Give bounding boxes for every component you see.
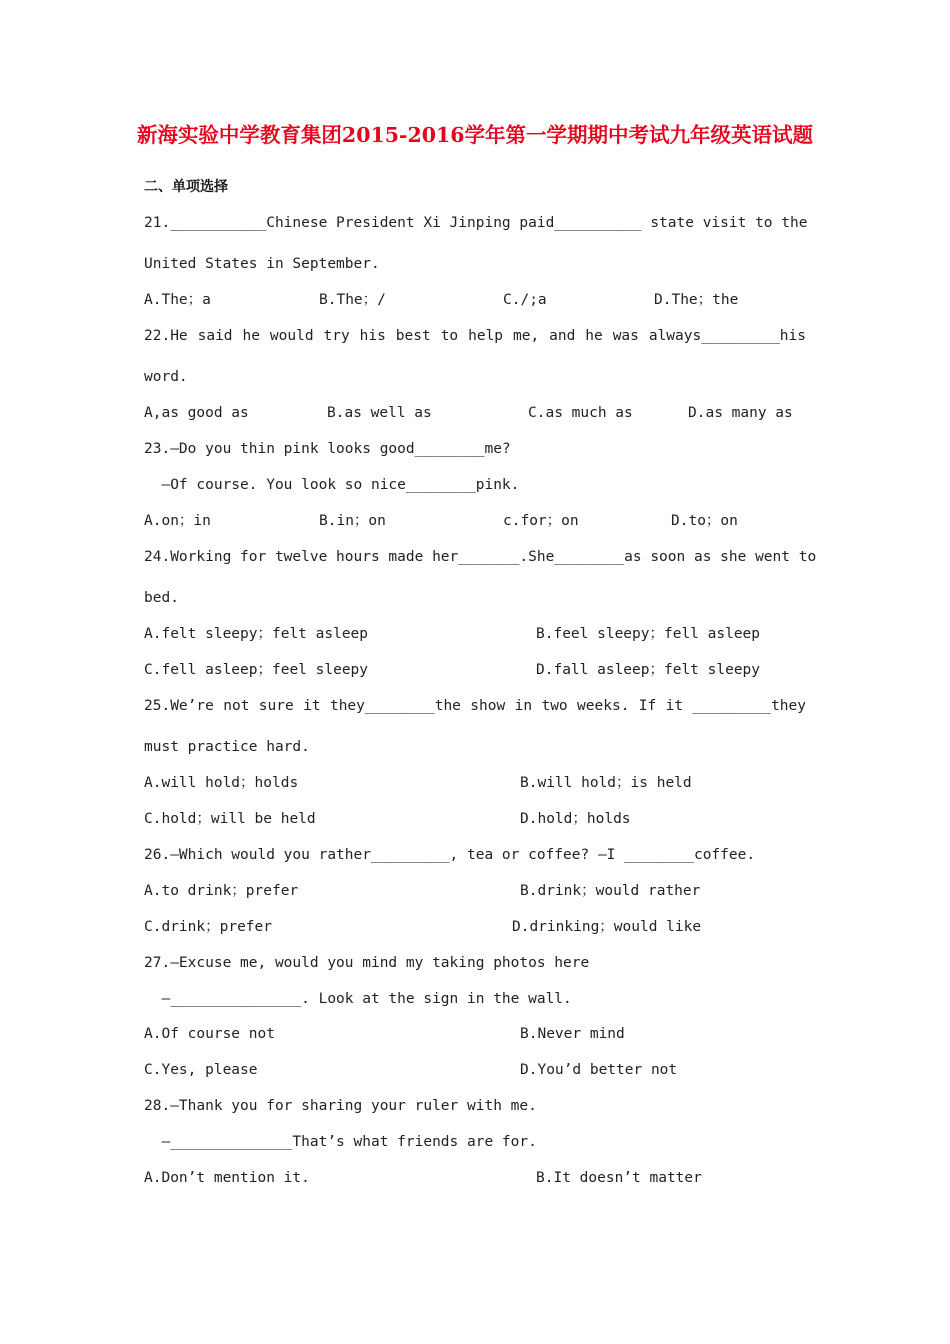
question-24-line-2: bed. <box>144 590 179 606</box>
question-23-option-a: A.on；in <box>144 513 211 529</box>
question-23-option-d: D.to；on <box>671 513 738 529</box>
question-26-option-d: D.drinking；would like <box>512 919 702 935</box>
question-23-option-b: B.in；on <box>319 513 386 529</box>
question-26-option-b: B.drink；would rather <box>520 883 701 899</box>
question-27-option-a: A.Of course not <box>144 1026 275 1042</box>
question-21-line-2: United States in September. <box>144 256 380 272</box>
question-22-option-b: B.as well as <box>327 405 432 421</box>
section-heading: 二、单项选择 <box>144 179 228 195</box>
question-24-option-c: C.fell asleep；feel sleepy <box>144 662 369 678</box>
question-27-option-b: B.Never mind <box>520 1026 625 1042</box>
question-28-line-1: 28.—Thank you for sharing your ruler with me. <box>144 1098 537 1114</box>
question-21-line-1: 21.___________Chinese President Xi Jinping paid__________ state visit to the <box>144 215 808 231</box>
question-26-option-c: C.drink；prefer <box>144 919 272 935</box>
page-title: 新海实验中学教育集团2015-2016学年第一学期期中考试九年级英语试题 <box>136 123 814 147</box>
question-25-line-2: must practice hard. <box>144 739 310 755</box>
question-28-line-2: —______________That’s what friends are for. <box>144 1134 537 1150</box>
question-22-option-c: C.as much as <box>528 405 633 421</box>
question-24-option-d: D.fall asleep；felt sleepy <box>536 662 761 678</box>
question-25-option-d: D.hold；holds <box>520 811 631 827</box>
question-22-line-1: 22.He said he would try his best to help me, and he was always_________his <box>144 328 806 344</box>
question-27-option-d: D.You’d better not <box>520 1062 678 1078</box>
question-23-option-c: c.for；on <box>503 513 579 529</box>
question-23-line-2: —Of course. You look so nice________pink. <box>144 477 520 493</box>
question-28-option-b: B.It doesn’t matter <box>536 1170 702 1186</box>
question-24-line-1: 24.Working for twelve hours made her_______.She________as soon as she went to <box>144 549 817 565</box>
question-21-option-c: C./;a <box>503 292 547 308</box>
question-27-line-2: —_______________. Look at the sign in the wall. <box>144 991 572 1007</box>
question-28-option-a: A.Don’t mention it. <box>144 1170 310 1186</box>
question-25-option-b: B.will hold；is held <box>520 775 692 791</box>
question-25-line-1: 25.We’re not sure it they________the show in two weeks. If it _________they <box>144 698 806 714</box>
question-25-option-c: C.hold；will be held <box>144 811 316 827</box>
question-21-option-a: A.The；a <box>144 292 211 308</box>
question-22-option-d: D.as many as <box>688 405 793 421</box>
question-24-option-b: B.feel sleepy；fell asleep <box>536 626 761 642</box>
question-27-option-c: C.Yes, please <box>144 1062 258 1078</box>
question-26-option-a: A.to drink；prefer <box>144 883 299 899</box>
question-21-option-b: B.The；/ <box>319 292 386 308</box>
question-25-option-a: A.will hold；holds <box>144 775 299 791</box>
question-26-line-1: 26.—Which would you rather_________, tea or coffee? —I ________coffee. <box>144 847 756 863</box>
question-22-line-2: word. <box>144 369 188 385</box>
question-23-line-1: 23.—Do you thin pink looks good________me? <box>144 441 511 457</box>
question-27-line-1: 27.—Excuse me, would you mind my taking photos here <box>144 955 590 971</box>
question-24-option-a: A.felt sleepy；felt asleep <box>144 626 369 642</box>
question-22-option-a: A,as good as <box>144 405 249 421</box>
question-21-option-d: D.The；the <box>654 292 739 308</box>
